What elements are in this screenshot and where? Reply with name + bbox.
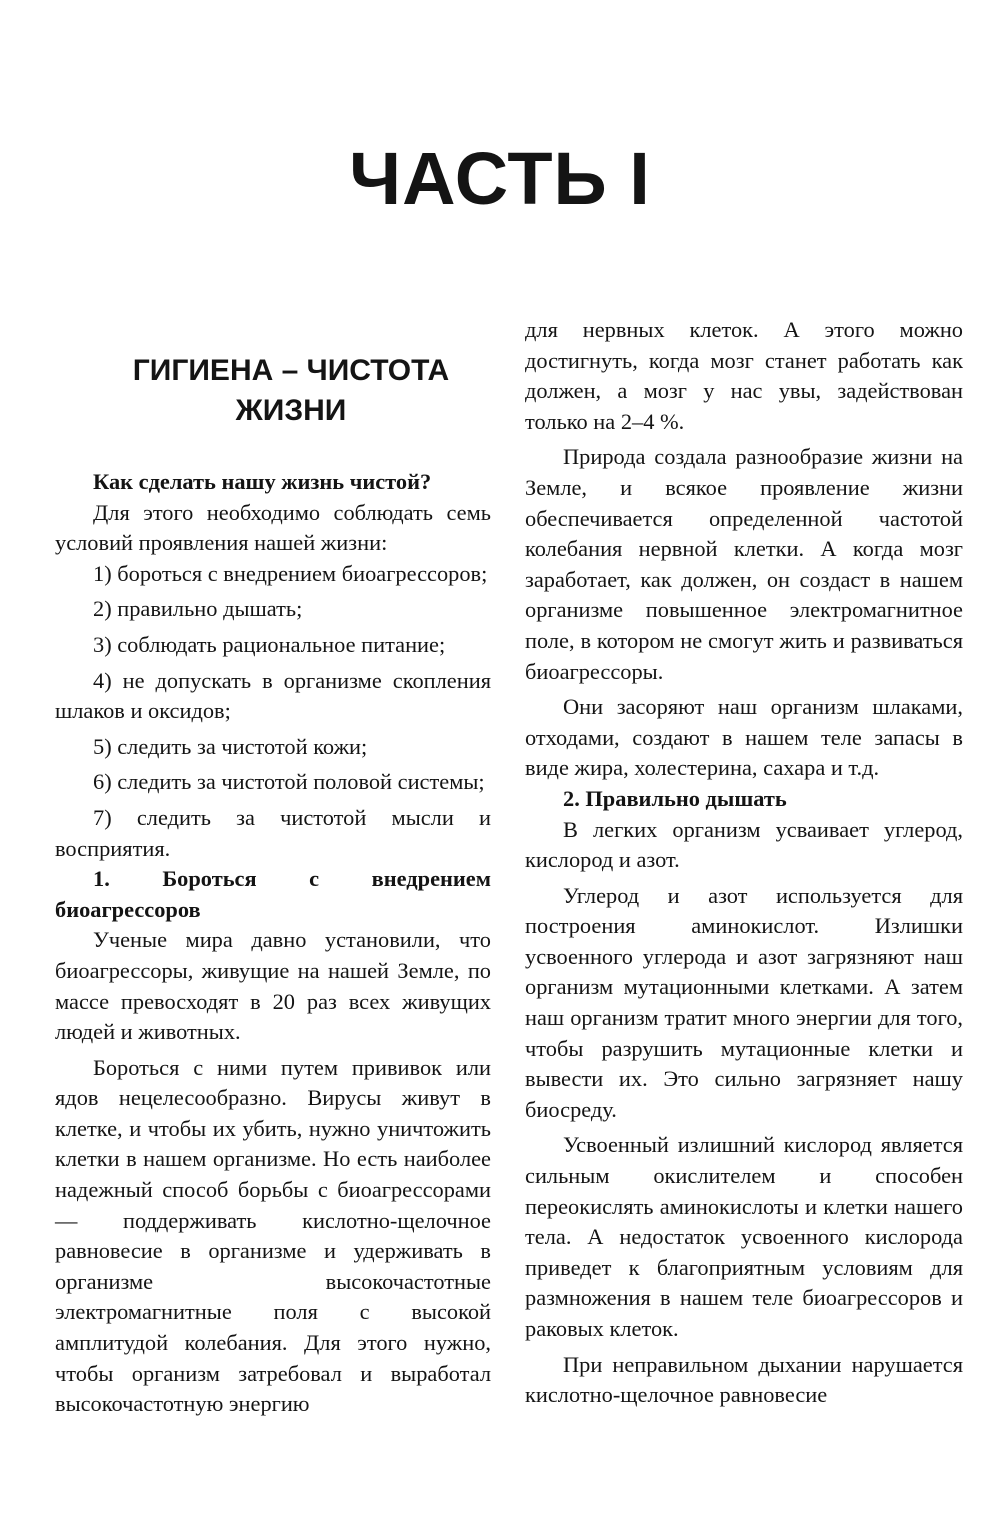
paragraph-continued: для нервных клеток. А этого можно достигнуть, когда мозг станет работать как должен, а мозг у нас увы, задействован только на 2–4 %.: [525, 317, 963, 434]
list-item: 7) следить за чистотой мысли и восприятия.: [55, 804, 491, 861]
right-column: [525, 315, 963, 1411]
paragraph: Углерод и азот используется для построения аминокислот. Излишки усвоенного углерода и азот загрязняют наш организм мутационными клетками. А затем наш организм тратит много энергии для того, чтобы разрушить мутационные клетки и вывести их. Это сильно загрязняет нашу биосреду.: [525, 882, 963, 1122]
intro-paragraph: Для этого необходимо соблюдать семь условий проявления нашей жизни:: [55, 499, 491, 556]
paragraph: Природа создала разнообразие жизни на Земле, и всякое проявление жизни обеспечивается определенной частотой колебания нервной клетки. А когда мозг заработает, как должен, он создаст в нашем организме повышенное электромагнитное поле, в котором не смогут жить и развиваться биоагрессоры.: [525, 444, 963, 684]
list-item: 5) следить за чистотой кожи;: [93, 733, 368, 759]
list-item: 4) не допускать в организме скопления шлаков и оксидов;: [55, 667, 491, 724]
chapter-title: ГИГИЕНА – ЧИСТОТА ЖИЗНИ: [132, 354, 450, 427]
left-column: [55, 351, 491, 1420]
part-title: ЧАСТЬ I: [349, 137, 651, 220]
list-item: 6) следить за чистотой половой системы;: [93, 769, 485, 795]
paragraph: Они засоряют наш организм шлаками, отходами, создают в нашем теле запасы в виде жира, холестерина, сахара и т.д.: [525, 694, 963, 781]
paragraph: Бороться с ними путем прививок или ядов нецелесообразно. Вирусы живут в клетке, и чтобы их убить, нужно уничтожить клетки в нашем организме. Но есть наиболее надежный способ борьбы с биоагрессорами — поддерживать кислотно-щелочное равновесие в организме и удерживать в организме высокочастотные электромагнитные поля с высокой амплитудой колебания. Для этого нужно, чтобы организм затребовал и выработал высокочастотную энергию: [55, 1054, 491, 1417]
list-item: 1) бороться с внедрением биоагрессоров;: [93, 560, 488, 586]
list-item: 2) правильно дышать;: [93, 596, 303, 622]
list-item: 3) соблюдать рациональное питание;: [93, 631, 446, 657]
paragraph: Усвоенный излишний кислород является сильным окислителем и способен переокислять аминокислоты и клетки нашего тела. А недостаток усвоенного кислорода приведет к благоприятным условиям для размножения в нашем теле биоагрессоров и раковых клеток.: [525, 1132, 963, 1341]
paragraph: Ученые мира давно установили, что биоагрессоры, живущие на нашей Земле, по массе превосходят в 20 раз всех живущих людей и животных.: [55, 927, 491, 1045]
paragraph: При неправильном дыхании нарушается кислотно-щелочное равновесие: [525, 1351, 963, 1408]
section-1-heading: 1. Бороться с внедрением биоагрессоров: [55, 866, 491, 922]
paragraph: В легких организм усваивает углерод, кислород и азот.: [525, 816, 963, 873]
question-heading: Как сделать нашу жизнь чистой?: [93, 469, 432, 494]
section-2-heading: 2. Правильно дышать: [563, 785, 787, 811]
